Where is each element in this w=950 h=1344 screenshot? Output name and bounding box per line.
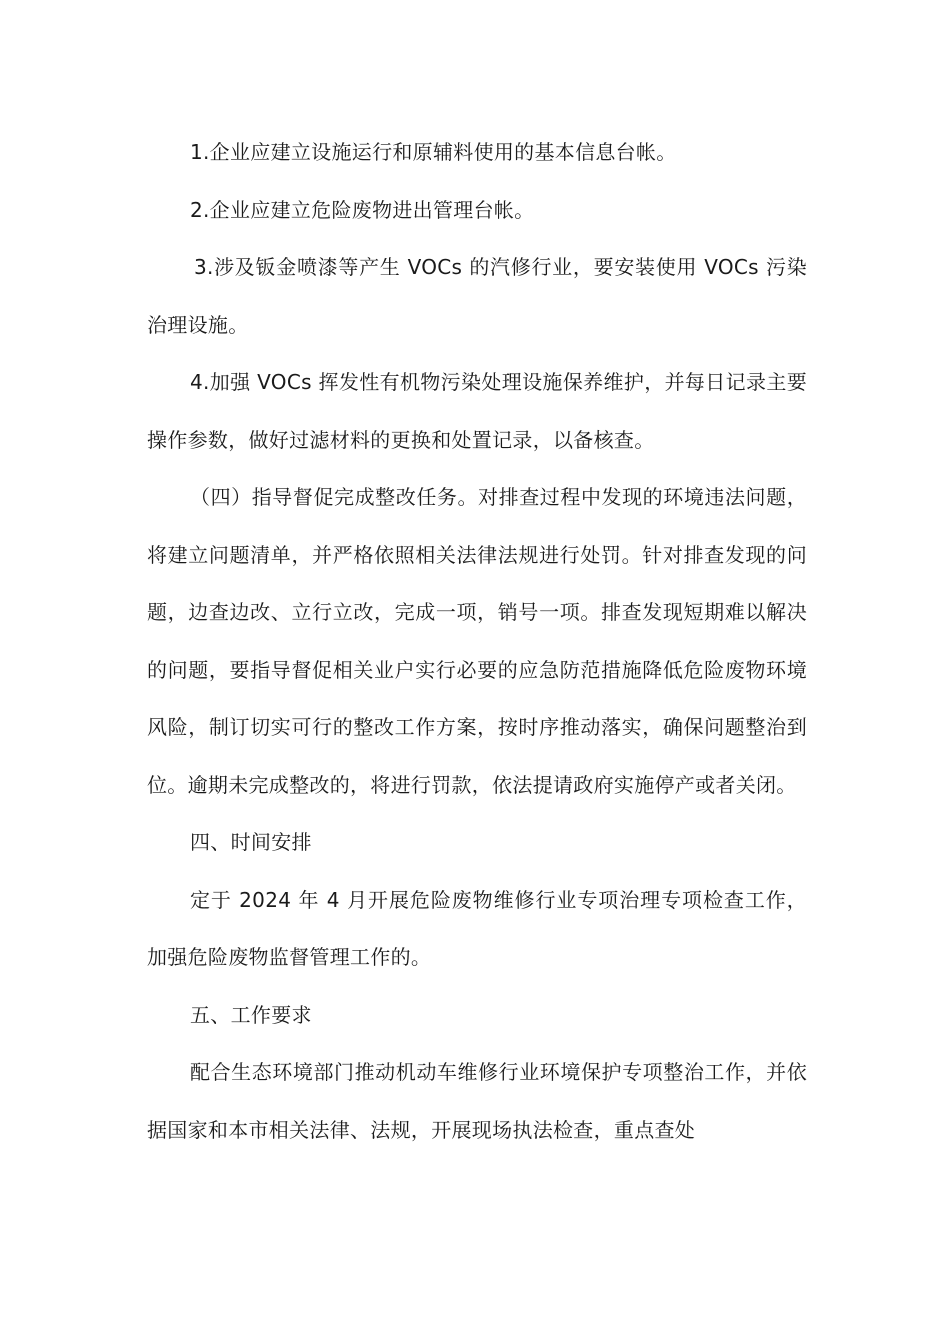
list-item-1: 1.企业应建立设施运行和原辅料使用的基本信息台帐。 — [190, 140, 677, 164]
section-four-paragraph: （四）指导督促完成整改任务。对排查过程中发现的环境违法问题，将建立问题清单，并严格依照相关法律法规进行处罚。针对排查发现的问题，边查边改、立行立改，完成一项，销号一项。排查发现短期难以解决的问题，要指导督促相关业户实行必要的应急防范措施降低危险废物环境风险，制订切实可行的整改工作方案，按时序推动落实，确保问题整治到位。逾期未完成整改的，将进行罚款，依法提请政府实施停产或者关闭。 — [147, 485, 807, 797]
list-item-3: 3.涉及钣金喷漆等产生 VOCs 的汽修行业，要安装使用 VOCs 污染治理设施。 — [147, 255, 807, 337]
list-item-4: 4.加强 VOCs 挥发性有机物污染处理设施保养维护，并每日记录主要操作参数，做好过滤材料的更换和处置记录，以备核查。 — [147, 370, 807, 452]
requirements-paragraph: 配合生态环境部门推动机动车维修行业环境保护专项整治工作，并依据国家和本市相关法律、法规，开展现场执法检查，重点查处 — [147, 1060, 807, 1142]
schedule-paragraph: 定于 2024 年 4 月开展危险废物维修行业专项治理专项检查工作，加强危险废物监督管理工作的。 — [147, 887, 807, 969]
document-body — [147, 124, 807, 1159]
heading-work-requirements: 五、工作要求 — [190, 1002, 312, 1027]
list-item-2: 2.企业应建立危险废物进出管理台帐。 — [190, 197, 535, 222]
heading-time-schedule: 四、时间安排 — [190, 830, 312, 854]
